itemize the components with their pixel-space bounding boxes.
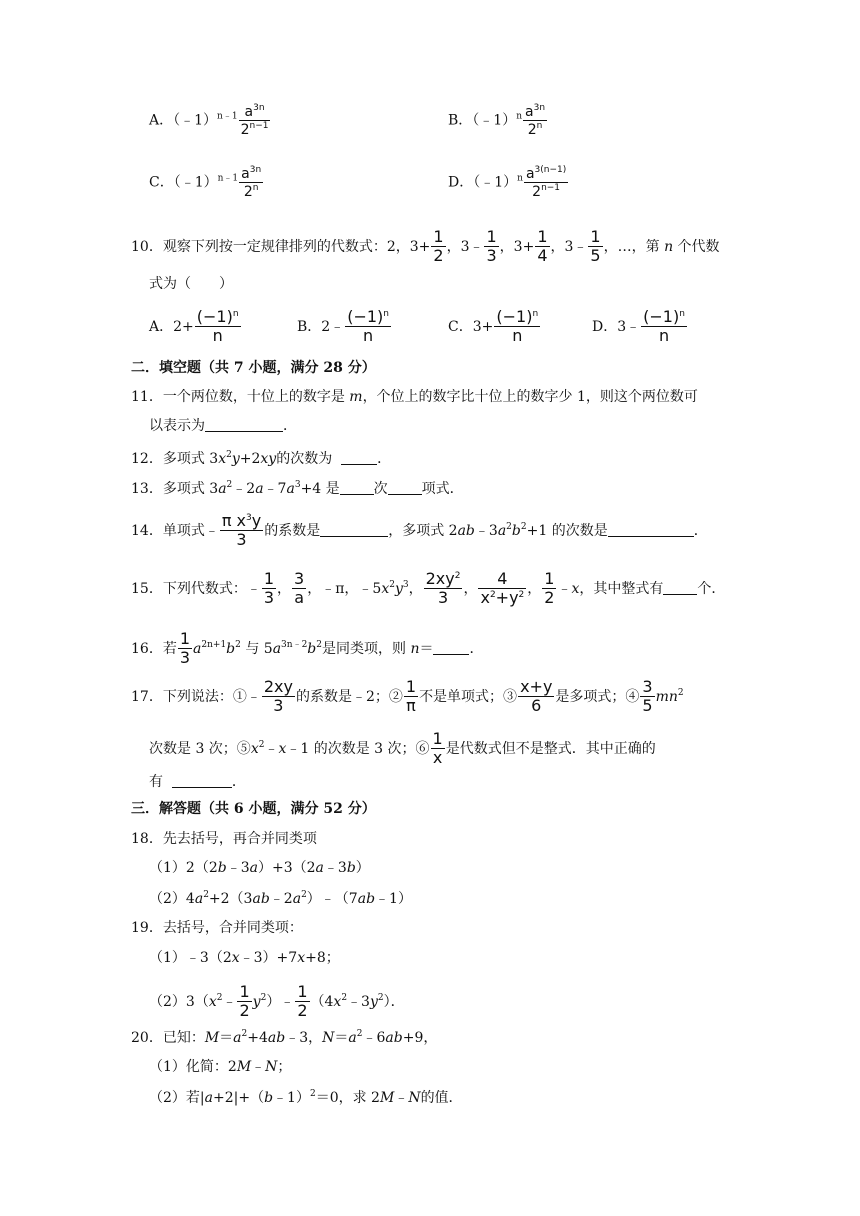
q17-line1: 17．下列说法：①﹣ $\frac{2xy}{3}$ 的系数是﹣2；② $\frac{1}{\pi}$ 不是单项式；③ $\frac{x+y}{6}$ 是多项式；④ $\frac{3}{5}$ $mn^2$	[131, 677, 684, 716]
q9-option-c: C．（﹣1）$^{n﹣1}$ $\frac{a^{3n}}{2^n}$	[149, 165, 262, 201]
section-heading: 三．解答题（共 6 小题，满分 52 分）	[131, 801, 376, 817]
q10-option-b: B．2﹣ $\frac{(-1)^n}{n}$	[297, 307, 389, 346]
fraction: $\frac{a^{3(n-1)}}{2^{n-1}}$	[525, 165, 567, 201]
answer-blank[interactable]	[341, 452, 377, 465]
q14: 14．单项式﹣ $\frac{\pi x^3y}{3}$ 的系数是 ，多项式 $2ab﹣3a^2b^2+1$ 的次数是 ．	[131, 511, 708, 550]
q10-line2: 式为（ ）	[149, 276, 233, 292]
answer-blank[interactable]	[320, 524, 388, 537]
fraction: $\frac{a^{3n}}{2^n}$	[241, 165, 262, 201]
q11-line1: 11．一个两位数，十位上的数字是 m，个位上的数字比十位上的数字少 1，则这个两位数可	[131, 389, 698, 405]
fraction: $\frac{a^{3n}}{2^n}$	[525, 103, 546, 139]
answer-blank[interactable]	[388, 482, 422, 495]
q12: 12．多项式 $3x^2y+2xy$的次数为 ．	[131, 450, 392, 467]
answer-blank[interactable]	[172, 775, 232, 788]
q17-line2: 次数是 3 次；$⑤x^2﹣x﹣1$ 的次数是 3 次；⑥ $\frac{1}{x}$ 是代数式但不是整式．其中正确的	[149, 729, 656, 768]
q15: 15．下列代数式：﹣ $\frac{1}{3}$ ， $\frac{3}{a}$ ，﹣π，$﹣5x^2y^3$， $\frac{2xy^2}{3}$ ， $\frac{4}{x^2+y^2}$ ， $\frac{1}{2}$ ﹣x，其中整式有 个．	[131, 569, 726, 608]
fraction: $\frac{a^{3n}}{2^{n-1}}$	[240, 103, 269, 139]
q20-part1: （1）化简：2M﹣N；	[149, 1059, 292, 1075]
q9-option-d: D．（﹣1）$^n$ $\frac{a^{3(n-1)}}{2^{n-1}}$	[448, 165, 567, 201]
q20-part2: （2）若|a+2|+（b﹣1）$^2$＝0，求 2M﹣N的值．	[149, 1089, 463, 1106]
answer-blank[interactable]	[433, 642, 469, 655]
answer-blank[interactable]	[340, 482, 374, 495]
q10-option-c: C．3+ $\frac{(-1)^n}{n}$	[448, 307, 539, 346]
q10-option-a: A．2+ $\frac{(-1)^n}{n}$	[149, 307, 239, 346]
q19-part2: $(2)3(x^2﹣$ $\frac{1}{2}$ $y^2)﹣$ $\frac{1}{2}$ $(4x^2﹣3y^2)$．	[149, 982, 405, 1021]
q18-title: 18．先去括号，再合并同类项	[131, 831, 317, 847]
q19-part1: （1）﹣3（2x﹣3）+7x+8；	[149, 950, 340, 966]
q17-line3: 有 ．	[149, 774, 246, 790]
q20-given: 20．已知：$M=a^2+4ab﹣3$，$N=a^2﹣6ab+9$，	[131, 1029, 438, 1046]
answer-blank[interactable]	[663, 582, 697, 595]
answer-blank[interactable]	[608, 524, 694, 537]
q13: 13．多项式 $3a^2﹣2a﹣7a^3+4$ 是 次 项式．	[131, 480, 464, 497]
q10-line1: 10．观察下列按一定规律排列的代数式：2，3+ $\frac{1}{2}$ ，3﹣ $\frac{1}{3}$ ，3+ $\frac{1}{4}$ ，3﹣ $\frac{1}{5}$ ，…，第 n 个代数	[131, 227, 720, 266]
section-heading: 二．填空题（共 7 小题，满分 28 分）	[131, 360, 376, 376]
q19-title: 19．去括号，合并同类项：	[131, 920, 303, 936]
q9-option-a: A．（﹣1）$^{n﹣1}$ $\frac{a^{3n}}{2^{n-1}}$	[149, 103, 269, 139]
q9-option-b: B．（﹣1）$^n$ $\frac{a^{3n}}{2^n}$	[448, 103, 546, 139]
answer-blank[interactable]	[205, 419, 283, 432]
q18-part2: $(2)4a^2+2(3ab﹣2a^2)﹣(7ab﹣1)$	[149, 890, 412, 907]
q18-part1: （1）2（2b﹣3a）+3（2a﹣3b）	[149, 860, 370, 876]
q10-option-d: D．3﹣ $\frac{(-1)^n}{n}$	[592, 307, 685, 346]
q16: 16．若 $\frac{1}{3}$ $a^{2n+1}b^2$ 与 $5a^{3n﹣2}b^2$是同类项，则 n＝ ．	[131, 629, 484, 668]
q11-line2: 以表示为 ．	[149, 418, 297, 434]
